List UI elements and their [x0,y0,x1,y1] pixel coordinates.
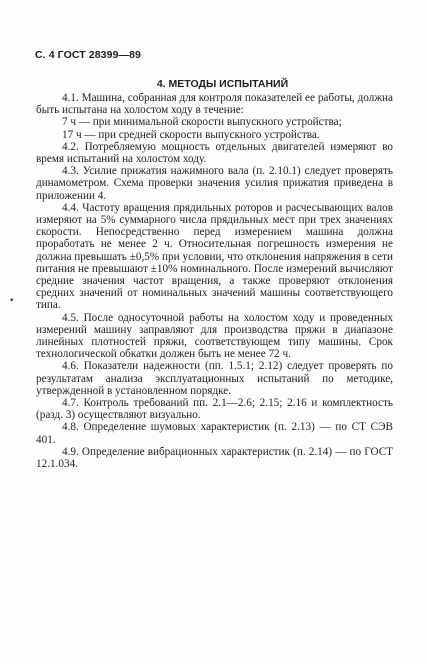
paragraph-4-9: 4.9. Определение вибрационных характеристик (п. 2.14) — по ГОСТ 12.1.034. [36,445,393,471]
page-header: С. 4 ГОСТ 28399—89 [35,49,141,61]
paragraph-4-1: 4.1. Машина, собранная для контроля показателей ее работы, должна быть испытана на холостом ходу в течение: [36,92,393,117]
margin-mark: • [9,296,15,306]
section-title: 4. МЕТОДЫ ИСПЫТАНИЙ [156,78,289,90]
paragraph-4-5: 4.5. После односуточной работы на холостом ходу и проведенных измерений машину заправляют для производства пряжи в диапазоне линейных плотностей пряжи, соответствующем типу машины. Срок технологической обкатки должен быть не менее 72 ч. [36,311,393,361]
paragraph-4-1-item-2: 17 ч — при средней скорости выпускного устройства. [62,128,320,141]
paragraph-4-2: 4.2. Потребляемую мощность отдельных двигателей измеряют во время испытаний на холостом ходу. [36,140,393,166]
paragraph-4-8: 4.8. Определение шумовых характеристик (п. 2.13) — по СТ СЭВ 401. [36,421,393,446]
section-body [36,92,393,470]
paragraph-4-7: 4.7. Контроль требований пп. 2.1—2.6; 2.15; 2.16 и комплектность (разд. 3) осуществляют визуально. [36,397,393,422]
paragraph-4-6: 4.6. Показатели надежности (пп. 1.5.1; 2.12) следует проверять по результатам анализа эксплуатационных испытаний по методике, утвержденной в установленном порядке. [36,360,393,397]
paragraph-4-4: 4.4. Частоту вращения прядильных роторов и расчесывающих валов измеряют на 5% суммарного числа прядильных мест при трех значениях скорости. Непосредственно перед измерением машина должна проработать не менее 2 ч. Относительная погрешность измерения не должна превышать ±0,5% при условии, что отклонения напряжения в сети питания не превышают ±10% номинального. После измерений вычисляют средние значения частот вращения, а также проверяют отклонения средних значений от номинальных значений машины соответствующего типа. [36,201,393,312]
paragraph-4-3: 4.3. Усилие прижатия нажимного вала (п. 2.10.1) следует проверять динамометром. Схема проверки значения усилия прижатия приведена в приложении 4. [36,165,393,202]
paragraph-4-1-item-1: 7 ч — при минимальной скорости выпускного устройства; [62,116,342,129]
